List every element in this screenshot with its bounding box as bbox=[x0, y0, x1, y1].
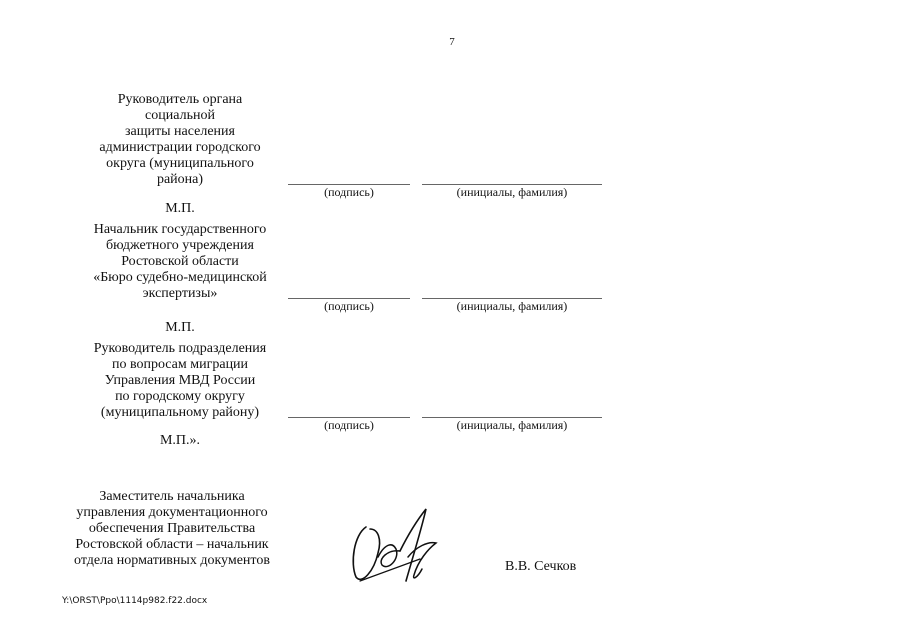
block-2-stamp-place: М.П. bbox=[165, 320, 195, 335]
page-number: 7 bbox=[449, 36, 455, 48]
block-2-signature-caption: (подпись) bbox=[324, 299, 374, 313]
block-2-name-caption: (инициалы, фамилия) bbox=[456, 299, 568, 313]
block-3-title: Руководитель подразделения по вопросам миграции Управления МВД России по городскому округу (муниципальному району) bbox=[93, 341, 267, 420]
block-3-stamp-place: М.П.». bbox=[159, 433, 201, 448]
final-signatory-name: В.В. Сечков bbox=[505, 559, 577, 574]
block-1-name-caption: (инициалы, фамилия) bbox=[456, 185, 568, 199]
block-3-signature-caption: (подпись) bbox=[324, 418, 374, 432]
block-3-name-caption: (инициалы, фамилия) bbox=[456, 418, 568, 432]
block-1-title: Руководитель органа социальной защиты населения администрации городского округа (муниципального района) bbox=[99, 92, 261, 187]
final-signatory-title: Заместитель начальника управления документационного обеспечения Правительства Ростовской области – начальник отдела нормативных документов bbox=[74, 489, 270, 568]
block-1-stamp-place: М.П. bbox=[165, 201, 195, 216]
block-1-signature-caption: (подпись) bbox=[324, 185, 374, 199]
handwritten-signature bbox=[348, 505, 440, 587]
block-2-title: Начальник государственного бюджетного учреждения Ростовской области «Бюро судебно-медицинской экспертизы» bbox=[93, 222, 267, 301]
footer-file-path: Y:\ORST\Ppo\1114p982.f22.docx bbox=[62, 596, 208, 606]
